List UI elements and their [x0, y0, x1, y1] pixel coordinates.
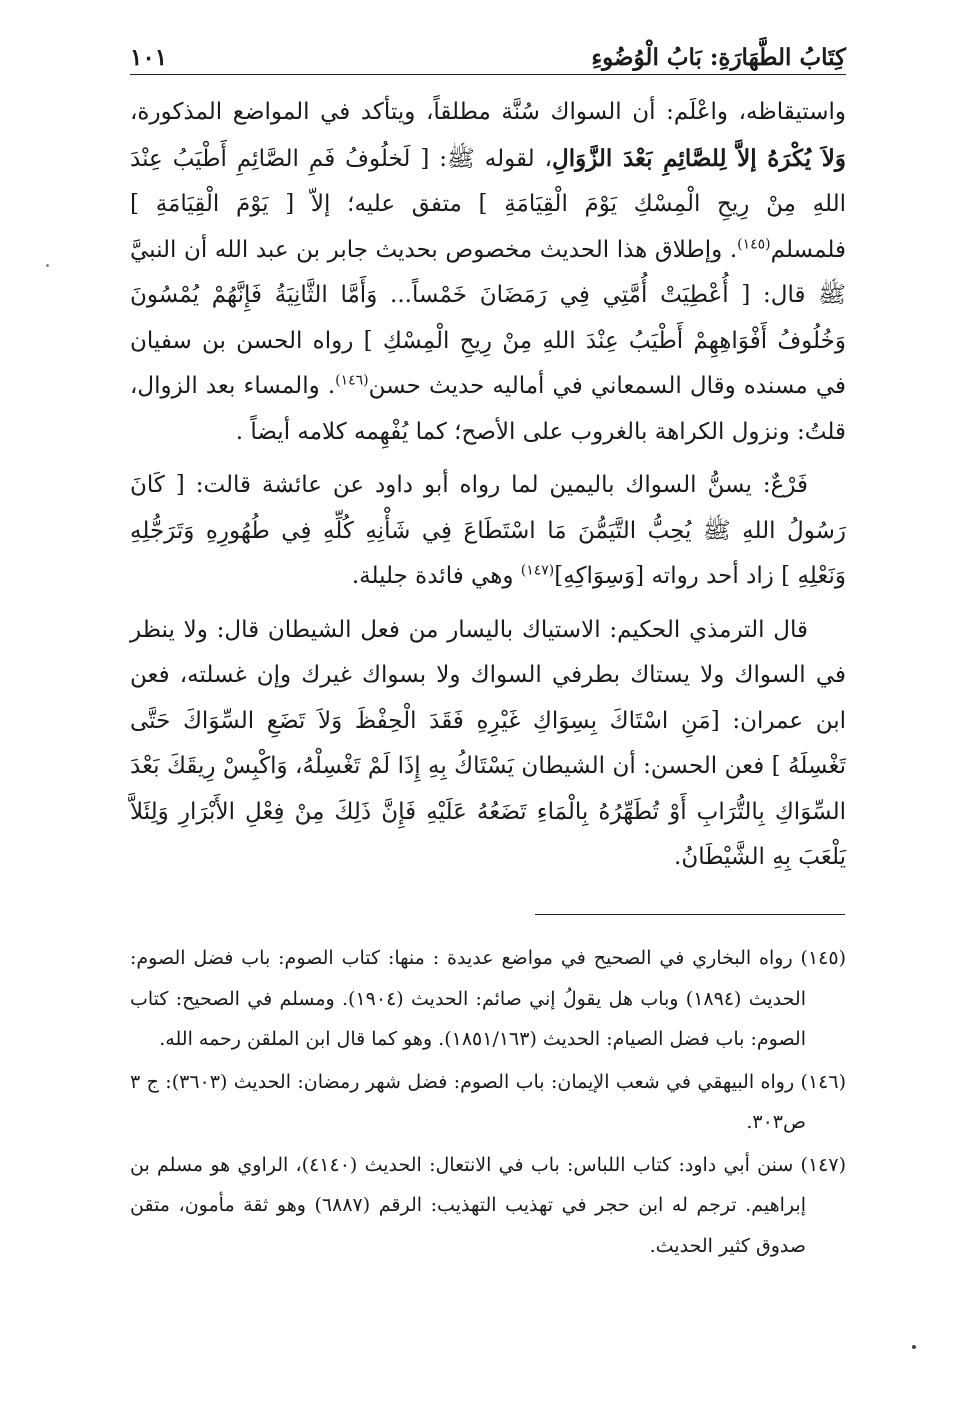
hadith-quote: لَخلُوفُ فَمِ الصَّائِمِ أَطْيَبُ عِنْدَ اللهِ مِنْ رِيحِ الْمِسْكِ يَوْمَ الْقِيَامَةِ [130, 145, 846, 217]
hadith-quote: وَسِوَاكِهِ [563, 563, 636, 589]
hadith-quote: أن الشيطان يَسْتَاكُ بِهِ إِذَا لَمْ تَغْسِلْهُ، وَاكْبِسْ رِيقَكَ بَعْدَ السِّوَاكِ بِالتُّرَابِ أَوْ تُطَهِّرُهُ بِالْمَاءِ تَضَعُهُ عَلَيْهِ فَإِنَّ ذَلِكَ مِنْ فِعْلِ الأَبْرَارِ وَلِئَلاَّ يَلْعَبَ بِهِ الشَّيْطَانُ. [130, 753, 846, 870]
hadith-quote: يَوْمَ الْقِيَامَةِ [155, 191, 269, 217]
text-run: واستيقاظه، واعْلَم: أن السواك سُنَّة مطلقاً، ويتأكد في المواضع المذكورة، [130, 99, 846, 125]
footnote-text: رواه البخاري في الصحيح في مواضع عديدة : منها: كتاب الصوم: باب فضل الصوم: الحديث (١٨٩٤) وباب هل يقولُ إني صائم: الحديث (١٩٠٤). ومسلم في الصحيح: كتاب الصوم: باب فضل الصيام: الحديث (١٨٥١/١٦٣). وهو كما قال ابن الملقن رحمه الله. [130, 947, 806, 1050]
footnote-147 [130, 1145, 846, 1267]
hadith-quote: كَانَ رَسُولُ اللهِ ﷺ يُحِبُّ التَّيَمُّنَ مَا اسْتَطَاعَ فِي شَأْنِهِ كُلِّهِ فِي طُهُورِهِ وَتَرَجُّلِهِ وَنَعْلِهِ [130, 472, 846, 589]
paragraph-2 [130, 463, 846, 600]
paragraph-1 [130, 90, 846, 455]
footnote-number: (١٤٥) [800, 947, 846, 969]
page-number: ١٠١ [130, 44, 168, 71]
main-text [130, 90, 846, 881]
footnotes-section [130, 938, 846, 1268]
footnote-reference[interactable]: (١٤٧) [520, 562, 555, 579]
text-run: فَرْعٌ: يسنُّ السواك باليمين لما رواه أبو داود عن عائشة قالت: [ [164, 472, 808, 498]
text-run: . والمساء بعد الزوال، قلتُ: ونزول الكراهة بالغروب على الأصح؛ كما يُفْهِمه كلامه أيضاً . [130, 373, 846, 445]
text-run: . وإطلاق هذا الحديث مخصوص بحديث جابر بن عبد الله أن النبيَّ ﷺ قال: [ [130, 236, 846, 308]
footnote-reference[interactable]: (١٤٦) [335, 372, 369, 389]
text-run: قال الترمذي الحكيم: الاستياك باليسار من فعل الشيطان قال: ولا ينظر في السواك ولا يستاك بطرفي السواك ولا بسواك غيرك وإن غسلته، فعن ابن عمران: [ [130, 616, 846, 734]
footnote-separator [535, 914, 845, 915]
text-run: ] فعن الحسن: [635, 753, 789, 779]
text-run: ] زاد أحد رواته [ [635, 563, 798, 589]
footnote-number: (١٤٦) [800, 1070, 846, 1093]
footnote-145 [130, 938, 846, 1060]
bold-text-run: وَلاَ يُكْرَهُ إلاَّ لِلصَّائِمِ بَعْدَ الزَّوَالِ [552, 144, 847, 172]
paragraph-3 [130, 608, 846, 881]
footnote-text: رواه البيهقي في شعب الإيمان: باب الصوم: فضل شهر رمضان: الحديث (٣٦٠٣): ج ٣ ص٣٠٣. [130, 1070, 806, 1133]
text-run: ] فلمسلم [130, 191, 846, 263]
text-run: وهي فائدة جليلة. [351, 563, 521, 589]
running-header [130, 30, 846, 75]
footnote-text: سنن أبي داود: كتاب اللباس: باب في الانتعال: الحديث (٤١٤٠)، الراوي هو مسلم بن إبراهيم. ترجم له ابن حجر في تهذيب التهذيب: الرقم (٦٨٨٧) وهو ثقة مأمون، متقن صدوق كثير الحديث. [130, 1153, 806, 1257]
text-run: ] رواه الحسن بن سفيان في مسنده وقال السمعاني في أماليه حديث حسن [130, 327, 846, 399]
hadith-quote: أُعْطِيَتْ أُمَّتِي فِي رَمَضَانَ خَمْساً... وَأَمَّا الثَّانِيَةُ فَإِنَّهُمْ يُمْسُونَ وَخُلُوفُ أَفْوَاهِهِمْ أَطْيَبُ عِنْدَ اللهِ مِنْ رِيحِ الْمِسْكِ [130, 282, 846, 354]
hadith-quote: مَنِ اسْتَاكَ بِسِوَاكِ غَيْرِهِ فَقَدَ الْحِفْظَ وَلاَ تَضَعِ السِّوَاكَ حَتَّى تَغْسِلَهُ [130, 707, 846, 779]
footnote-146 [130, 1062, 846, 1143]
text-run: ] متفق عليه؛ إلاّ [ [268, 191, 505, 217]
footnote-reference[interactable]: (١٤٥) [737, 235, 771, 252]
text-run: ] [554, 563, 564, 589]
scan-speck [912, 1345, 916, 1349]
text-run: ، لقوله ﷺ: [ [410, 145, 552, 172]
header-title: كِتَابُ الطَّهَارَةِ: بَابُ الْوُضُوءِ [591, 44, 846, 71]
scan-speck [46, 264, 49, 267]
footnote-number: (١٤٧) [800, 1153, 846, 1176]
